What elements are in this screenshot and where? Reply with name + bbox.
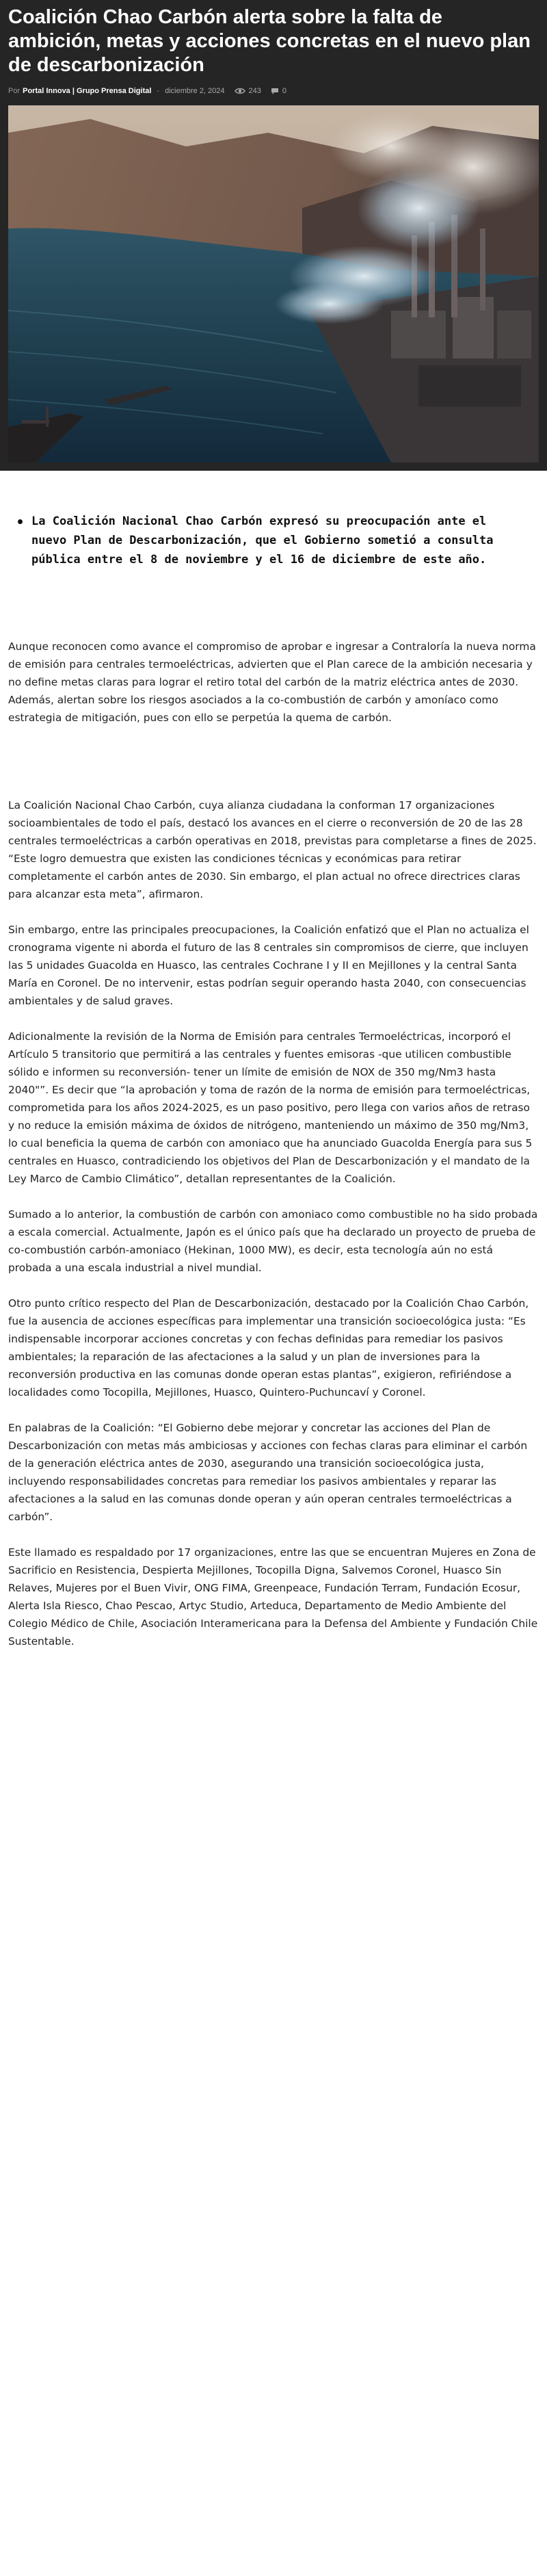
views-value: 243 (248, 87, 261, 95)
body-paragraph: La Coalición Nacional Chao Carbón, cuya alianza ciudadana la conforman 17 organizaciones socioambientales de todo el país, destacó los avances en el cierre o reconversión de 20 de las 28 centrales termoeléctricas a carbón operativas en 2018, previstas para completarse a fines de 2025. “Este logro demuestra que existen las condiciones técnicas y económicas para retirar completamente el carbón antes de 2030. Sin embargo, el plan actual no ofrece directrices claras para alcanzar esta meta”, afirmaron. (8, 799, 537, 900)
views-count (235, 87, 261, 95)
body-paragraph: Sin embargo, entre las principales preocupaciones, la Coalición enfatizó que el Plan no actualiza el cronograma vigente ni aborda el futuro de las 8 centrales sin compromisos de cierre, que incluyen las 5 unidades Guacolda en Huasco, las centrales Cochrane I y II en Mejillones y la central Santa María en Coronel. De no intervenir, estas podrían seguir operando hasta 2040, con consecuencias ambientales y de salud graves. (8, 924, 529, 1007)
body-paragraph: Aunque reconocen como avance el compromiso de aprobar e ingresar a Contraloría la nueva norma de emisión para centrales termoeléctricas, advierten que el Plan carece de la ambición necesaria y no define metas claras para lograr el retiro total del carbón de la matriz eléctrica antes de 2030. Además, alertan sobre los riesgos asociados a la co-combustión de carbón y amoníaco como estrategia de mitigación, pues con ello se perpetúa la quema de carbón. (8, 640, 536, 724)
publish-date: diciembre 2, 2024 (165, 87, 225, 95)
body-paragraph: Sumado a lo anterior, la combustión de carbón con amoniaco como combustible no ha sido probada a escala comercial. Actualmente, Japón es el único país que ha declarado un proyecto de prueba de co-combustión carbón-amoniaco (Hekinan, 1000 MW), es decir, esta tecnología aún no está probada a una escala industrial a nivel mundial. (8, 1208, 538, 1274)
article-header (0, 0, 547, 95)
comments-value: 0 (282, 87, 287, 95)
article-summary (16, 512, 520, 569)
eye-icon (235, 88, 245, 94)
body-paragraph: Este llamado es respaldado por 17 organizaciones, entre las que se encuentran Mujeres en Zona de Sacrificio en Resistencia, Despierta Mejillones, Tocopilla Digna, Salvemos Coronel, Huasco Sin Relaves, Mujeres por el Buen Vivir, ONG FIMA, Greenpeace, Fundación Terram, Fundación Ecosur, Alerta Isla Riesco, Chao Pescao, Artyc Studio, Arteduca, Departamento de Medio Ambiente del Colegio Médico de Chile, Asociación Interamericana para la Defensa del Ambiente y Fundación Chile Sustentable. (8, 1546, 538, 1648)
comment-icon (271, 88, 279, 95)
meta-separator: - (157, 87, 160, 95)
article-body (8, 638, 539, 1650)
body-paragraph: Otro punto crítico respecto del Plan de Descarbonización, destacado por la Coalición Chao Carbón, fue la ausencia de acciones específicas para implementar una transición socioecológica justa: “Es indispensable incorporar acciones concretas y con fechas definidas para remediar los pasivos ambientales; la reparación de las afectaciones a la salud y un plan de inversiones para la reconversión productiva en las comunas donde operan estas plantas”, exigieron, refiriéndose a localidades como Tocopilla, Mejillones, Huasco, Quintero-Puchuncaví y Coronel. (8, 1297, 529, 1398)
summary-item: La Coalición Nacional Chao Carbón expresó su preocupación ante el nuevo Plan de Descarbonización, que el Gobierno sometió a consulta pública entre el 8 de noviembre y el 16 de diciembre de este año. (16, 512, 520, 569)
body-paragraph: Adicionalmente la revisión de la Norma de Emisión para centrales Termoeléctricas, incorporó el Artículo 5 transitorio que permitirá a las centrales y fuentes emisoras -que utilicen combustible sólido e informen su reconversión- tener un límite de emisión de NOX de 350 mg/Nm3 hasta 2040"”. Es decir que “la aprobación y toma de razón de la norma de emisión para termoeléctricas, comprometida para los años 2024-2025, es un paso positivo, pero llega con varios años de retraso y no reduce la emisión máxima de óxidos de nitrógeno, manteniendo un máximo de 350 mg/Nm3, lo cual beneficia la quema de carbón con amoniaco que ha anunciado Guacolda Energía para sus 5 centrales en Huasco, contradiciendo los objetivos del Plan de Descarbonización y el mandato de la Ley Marco de Cambio Climático”, detallan representantes de la Coalición. (8, 1030, 533, 1185)
comments-count[interactable] (271, 87, 286, 95)
author-link[interactable]: Portal Innova | Grupo Prensa Digital (23, 87, 152, 95)
hero-image (8, 105, 539, 463)
byline-label: Por (8, 87, 21, 95)
article-title: Coalición Chao Carbón alerta sobre la falta de ambición, metas y acciones concretas en el nuevo plan de descarbonización (8, 6, 531, 76)
hero-image-frame (0, 89, 547, 471)
body-paragraph: En palabras de la Coalición: “El Gobierno debe mejorar y concretar las acciones del Plan de Descarbonización con metas más ambiciosas y acciones con fechas claras para eliminar el carbón de la generación eléctrica antes de 2030, asegurando una transición socioecológica justa, incluyendo responsabilidades concretas para remediar los pasivos ambientales y reparar las afectaciones a la salud en las comunas donde operan y aún operan centrales termoeléctricas a carbón”. (8, 1422, 528, 1523)
